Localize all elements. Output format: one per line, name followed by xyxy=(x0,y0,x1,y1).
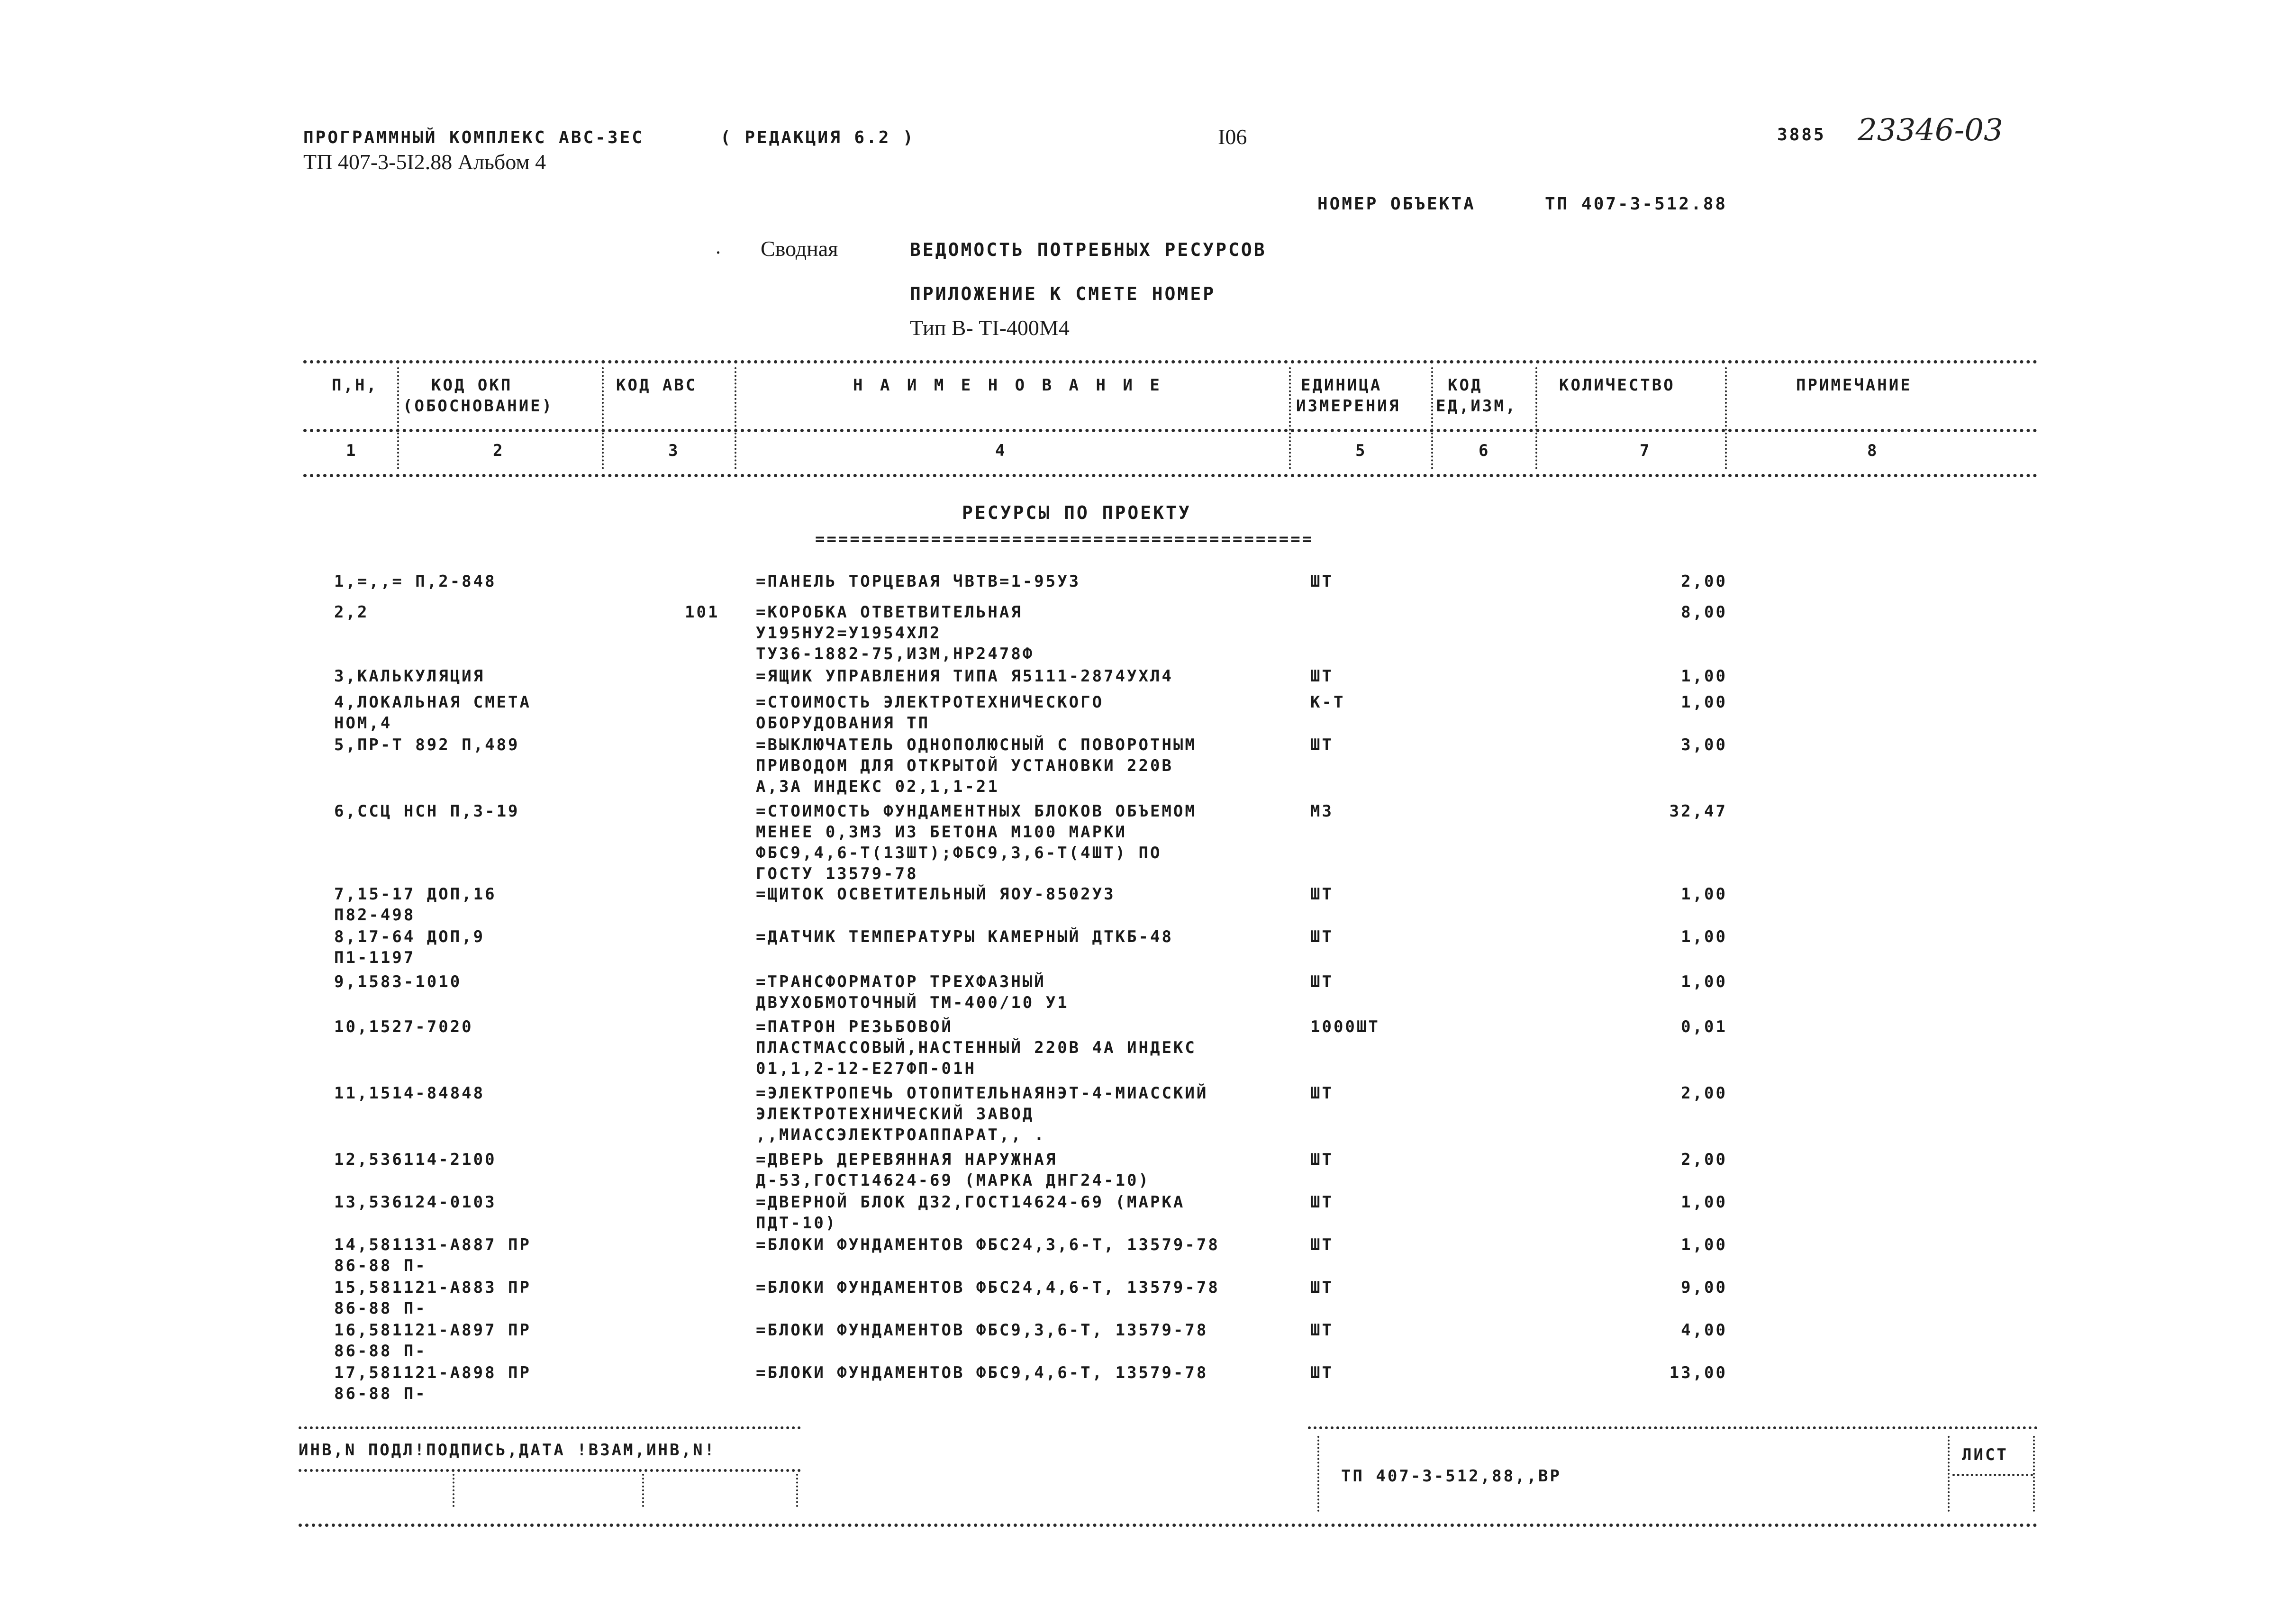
row-reference-line: 11,1514-84848 xyxy=(334,1084,485,1103)
row-reference xyxy=(334,1149,666,1170)
col-divider-4 xyxy=(1289,367,1291,469)
stamp-right-top-rule xyxy=(1308,1426,2038,1429)
row-name-line: ПРИВОДОМ ДЛЯ ОТКРЫТОЙ УСТАНОВКИ 220В xyxy=(756,756,1173,775)
row-reference-line: 9,1583-1010 xyxy=(334,972,462,991)
stamp-document-code: ТП 407-3-512,88,,ВР xyxy=(1341,1467,1561,1486)
stamp-left-top-rule xyxy=(299,1426,801,1429)
row-name xyxy=(756,971,1296,1013)
row-reference-line: 86-88 П- xyxy=(334,1299,427,1318)
object-number-label: НОМЕР ОБЪЕКТА xyxy=(1317,194,1476,214)
section-underline: =========================================== xyxy=(815,530,1314,549)
row-reference-line: НОМ,4 xyxy=(334,714,392,733)
title-dot: . xyxy=(716,235,721,258)
row-reference xyxy=(334,666,666,687)
stamp-right-divider-edge xyxy=(2033,1436,2035,1512)
row-name xyxy=(756,1362,1296,1383)
col-number-8: 8 xyxy=(1867,441,1879,460)
table-top-rule xyxy=(303,360,2038,363)
stamp-left-divider-3 xyxy=(796,1474,798,1507)
row-unit: ШТ xyxy=(1310,735,1334,754)
row-reference xyxy=(334,571,666,592)
row-reference-line: 4,ЛОКАЛЬНАЯ СМЕТА xyxy=(334,693,531,712)
stamp-left-divider-2 xyxy=(642,1474,644,1507)
row-name-line: ГОСТУ 13579-78 xyxy=(756,864,918,883)
row-name-line: ДВУХОБМОТОЧНЫЙ ТМ-400/10 У1 xyxy=(756,993,1069,1012)
row-reference-line: 7,15-17 ДОП,16 xyxy=(334,885,497,904)
row-reference-line: 6,ССЦ НСН П,3-19 xyxy=(334,802,520,821)
row-unit: ШТ xyxy=(1310,1363,1334,1382)
col-header-pn: П,Н, xyxy=(332,376,378,395)
col-number-3: 3 xyxy=(668,441,680,460)
col-header-note: ПРИМЕЧАНИЕ xyxy=(1796,376,1912,395)
edition-label: ( РЕДАКЦИЯ 6.2 ) xyxy=(720,128,915,147)
row-reference-line: 13,536124-0103 xyxy=(334,1193,497,1212)
row-name-line: =ЯЩИК УПРАВЛЕНИЯ ТИПА Я5111-2874УХЛ4 xyxy=(756,667,1173,686)
row-reference-line: 12,536114-2100 xyxy=(334,1150,497,1169)
row-name xyxy=(756,666,1296,687)
row-name xyxy=(756,1277,1296,1298)
row-reference-line: 16,581121-А897 ПР xyxy=(334,1321,531,1340)
row-quantity: 1,00 xyxy=(1681,1235,1727,1254)
album-reference: ТП 407-3-5I2.88 Альбом 4 xyxy=(303,150,546,174)
col-number-1: 1 xyxy=(346,441,358,460)
col-divider-7 xyxy=(1725,367,1727,469)
row-quantity: 32,47 xyxy=(1669,802,1727,821)
col-number-6: 6 xyxy=(1479,441,1490,460)
table-header-rule xyxy=(303,429,2038,432)
row-name xyxy=(756,926,1296,947)
row-name-line: =БЛОКИ ФУНДАМЕНТОВ ФБС9,3,6-Т, 13579-78 xyxy=(756,1321,1208,1340)
row-quantity: 1,00 xyxy=(1681,927,1727,946)
row-unit: ШТ xyxy=(1310,1278,1334,1297)
row-name-line: ,,МИАССЭЛЕКТРОАППАРАТ,, . xyxy=(756,1125,1046,1144)
row-reference-line: 15,581121-А883 ПР xyxy=(334,1278,531,1297)
row-name xyxy=(756,1083,1296,1145)
col-divider-1 xyxy=(397,367,399,469)
row-reference-line: 14,581131-А887 ПР xyxy=(334,1235,531,1254)
row-name-line: МЕНЕЕ 0,3МЗ ИЗ БЕТОНА М100 МАРКИ xyxy=(756,823,1127,842)
row-name xyxy=(756,602,1296,664)
col-number-2: 2 xyxy=(493,441,505,460)
table-numbers-rule xyxy=(303,474,2038,477)
col-header-okp-2: (ОБОСНОВАНИЕ) xyxy=(403,397,554,416)
col-number-4: 4 xyxy=(995,441,1007,460)
row-name-line: =БЛОКИ ФУНДАМЕНТОВ ФБС24,3,6-Т, 13579-78 xyxy=(756,1235,1220,1254)
row-unit: ШТ xyxy=(1310,885,1334,904)
page-bottom-rule xyxy=(299,1524,2038,1527)
row-name-line: А,3А ИНДЕКС 02,1,1-21 xyxy=(756,777,999,796)
row-reference xyxy=(334,1277,666,1319)
document-code: 3885 xyxy=(1777,125,1826,145)
row-name-line: =СТОИМОСТЬ ФУНДАМЕНТНЫХ БЛОКОВ ОБЪЕМОМ xyxy=(756,802,1197,821)
col-header-okp-1: КОД ОКП xyxy=(431,376,513,395)
page-number: I06 xyxy=(1218,125,1247,149)
row-reference-line: 5,ПР-Т 892 П,489 xyxy=(334,735,520,754)
stamp-right-divider-sheet xyxy=(1948,1436,1950,1512)
row-reference xyxy=(334,1192,666,1213)
stamp-left-divider-1 xyxy=(453,1474,454,1507)
row-quantity: 1,00 xyxy=(1681,972,1727,991)
row-quantity: 2,00 xyxy=(1681,1084,1727,1103)
row-reference-line: 8,17-64 ДОП,9 xyxy=(334,927,485,946)
row-unit: К-Т xyxy=(1310,693,1345,712)
col-header-unitcode-1: КОД xyxy=(1448,376,1483,395)
row-reference xyxy=(334,1234,666,1276)
row-name-line: ОБОРУДОВАНИЯ ТП xyxy=(756,714,930,733)
col-number-5: 5 xyxy=(1355,441,1367,460)
row-name-line: =ВЫКЛЮЧАТЕЛЬ ОДНОПОЛЮСНЫЙ С ПОВОРОТНЫМ xyxy=(756,735,1197,754)
row-name-line: =ТРАНСФОРМАТОР ТРЕХФАЗНЫЙ xyxy=(756,972,1046,991)
row-name xyxy=(756,1192,1296,1234)
row-reference xyxy=(334,801,666,822)
row-unit: ШТ xyxy=(1310,667,1334,686)
sheet-label: ЛИСТ xyxy=(1962,1445,2008,1464)
row-reference xyxy=(334,926,666,968)
row-quantity: 3,00 xyxy=(1681,735,1727,754)
row-unit: ШТ xyxy=(1310,1084,1334,1103)
row-name xyxy=(756,571,1296,592)
row-quantity: 4,00 xyxy=(1681,1321,1727,1340)
title-word-svodnaya: Сводная xyxy=(761,236,838,261)
row-unit: ШТ xyxy=(1310,1235,1334,1254)
row-quantity: 1,00 xyxy=(1681,693,1727,712)
row-name xyxy=(756,1016,1296,1079)
col-divider-3 xyxy=(735,367,736,469)
row-name-line: =ДАТЧИК ТЕМПЕРАТУРЫ КАМЕРНЫЙ ДТКБ-48 xyxy=(756,927,1173,946)
col-divider-2 xyxy=(602,367,604,469)
row-quantity: 2,00 xyxy=(1681,1150,1727,1169)
row-name xyxy=(756,735,1296,797)
col-number-7: 7 xyxy=(1640,441,1652,460)
col-header-abc: КОД АВС xyxy=(616,376,698,395)
row-reference-line: 1,=,,= П,2-848 xyxy=(334,572,497,591)
row-name-line: =ПАТРОН РЕЗЬБОВОЙ xyxy=(756,1017,953,1036)
row-name-line: =СТОИМОСТЬ ЭЛЕКТРОТЕХНИЧЕСКОГО xyxy=(756,693,1104,712)
row-unit: МЗ xyxy=(1310,802,1334,821)
handwritten-number: 23346-03 xyxy=(1858,113,2003,148)
row-name-line: Д-53,ГОСТ14624-69 (МАРКА ДНГ24-10) xyxy=(756,1171,1150,1190)
row-reference-line: П82-498 xyxy=(334,906,416,925)
row-name xyxy=(756,801,1296,884)
sheet-label-rule xyxy=(1952,1474,2033,1476)
type-line: Тип В- ТI-400М4 xyxy=(910,316,1070,340)
row-reference-line: 86-88 П- xyxy=(334,1342,427,1361)
row-reference-line: 86-88 П- xyxy=(334,1384,427,1403)
row-name-line: =КОРОБКА ОТВЕТВИТЕЛЬНАЯ xyxy=(756,603,1023,622)
row-quantity: 1,00 xyxy=(1681,667,1727,686)
row-reference xyxy=(334,1016,666,1037)
row-name-line: ЭЛЕКТРОТЕХНИЧЕСКИЙ ЗАВОД xyxy=(756,1105,1035,1124)
row-unit: ШТ xyxy=(1310,1150,1334,1169)
row-unit: ШТ xyxy=(1310,972,1334,991)
stamp-right-divider-left xyxy=(1317,1436,1319,1512)
row-reference-line: 3,КАЛЬКУЛЯЦИЯ xyxy=(334,667,485,686)
row-name-line: =ПАНЕЛЬ ТОРЦЕВАЯ ЧВТВ=1-95УЗ xyxy=(756,572,1081,591)
row-reference xyxy=(334,1362,666,1404)
row-name-line: =ДВЕРНОЙ БЛОК Д32,ГОСТ14624-69 (МАРКА xyxy=(756,1193,1185,1212)
row-name xyxy=(756,1149,1296,1191)
row-reference xyxy=(334,735,666,755)
col-header-unit-1: ЕДИНИЦА xyxy=(1301,376,1382,395)
row-name-line: ПЛАСТМАССОВЫЙ,НАСТЕННЫЙ 220В 4А ИНДЕКС xyxy=(756,1038,1197,1057)
row-name-line: 01,1,2-12-Е27ФП-01Н xyxy=(756,1059,976,1078)
title-line-1: ВЕДОМОСТЬ ПОТРЕБНЫХ РЕСУРСОВ xyxy=(910,239,1267,260)
row-name xyxy=(756,692,1296,734)
row-quantity: 0,01 xyxy=(1681,1017,1727,1036)
row-name-line: ТУ36-1882-75,ИЗМ,НР2478Ф xyxy=(756,644,1035,663)
row-name-line: =ДВЕРЬ ДЕРЕВЯННАЯ НАРУЖНАЯ xyxy=(756,1150,1058,1169)
row-name xyxy=(756,1320,1296,1341)
row-name-line: =БЛОКИ ФУНДАМЕНТОВ ФБС9,4,6-Т, 13579-78 xyxy=(756,1363,1208,1382)
row-quantity: 9,00 xyxy=(1681,1278,1727,1297)
row-abc-code: 101 xyxy=(685,603,720,622)
row-name-line: =ЭЛЕКТРОПЕЧЬ ОТОПИТЕЛЬНАЯНЭТ-4-МИАССКИЙ xyxy=(756,1084,1208,1103)
col-header-unitcode-2: ЕД,ИЗМ, xyxy=(1436,397,1517,416)
program-name: ПРОГРАММНЫЙ КОМПЛЕКС АВС-ЗЕС xyxy=(303,128,644,147)
stamp-left-labels: ИНВ,N ПОДЛ!ПОДПИСЬ,ДАТА !ВЗАМ,ИНВ,N! xyxy=(299,1441,716,1460)
object-number-value: ТП 407-3-512.88 xyxy=(1545,194,1728,214)
row-unit: 1000ШТ xyxy=(1310,1017,1380,1036)
row-unit: ШТ xyxy=(1310,572,1334,591)
row-quantity: 8,00 xyxy=(1681,603,1727,622)
row-reference-line: П1-1197 xyxy=(334,948,416,967)
row-name-line: ПДТ-10) xyxy=(756,1214,837,1233)
row-name-line: У195НУ2=У1954ХЛ2 xyxy=(756,624,942,643)
col-divider-5 xyxy=(1431,367,1433,469)
row-name xyxy=(756,884,1296,905)
row-reference-line: 10,1527-7020 xyxy=(334,1017,473,1036)
row-reference-line: 2,2 xyxy=(334,603,369,622)
title-line-2: ПРИЛОЖЕНИЕ К СМЕТЕ НОМЕР xyxy=(910,283,1216,304)
row-reference xyxy=(334,692,666,734)
row-unit: ШТ xyxy=(1310,1193,1334,1212)
col-header-unit-2: ИЗМЕРЕНИЯ xyxy=(1296,397,1401,416)
row-quantity: 13,00 xyxy=(1669,1363,1727,1382)
row-reference xyxy=(334,971,666,992)
row-quantity: 1,00 xyxy=(1681,1193,1727,1212)
row-quantity: 1,00 xyxy=(1681,885,1727,904)
col-divider-6 xyxy=(1535,367,1537,469)
section-title: РЕСУРСЫ ПО ПРОЕКТУ xyxy=(962,502,1191,523)
row-reference-line: 17,581121-А898 ПР xyxy=(334,1363,531,1382)
row-quantity: 2,00 xyxy=(1681,572,1727,591)
row-reference-line: 86-88 П- xyxy=(334,1256,427,1275)
col-header-name: Н А И М Е Н О В А Н И Е xyxy=(853,376,1163,395)
row-name xyxy=(756,1234,1296,1255)
row-name-line: ФБС9,4,6-Т(13ШТ);ФБС9,3,6-Т(4ШТ) ПО xyxy=(756,844,1162,862)
row-reference xyxy=(334,602,666,623)
row-reference xyxy=(334,1083,666,1104)
row-name-line: =БЛОКИ ФУНДАМЕНТОВ ФБС24,4,6-Т, 13579-78 xyxy=(756,1278,1220,1297)
row-reference xyxy=(334,884,666,926)
row-unit: ШТ xyxy=(1310,927,1334,946)
row-reference xyxy=(334,1320,666,1361)
stamp-left-mid-rule xyxy=(299,1469,801,1472)
col-header-quantity: КОЛИЧЕСТВО xyxy=(1559,376,1675,395)
row-unit: ШТ xyxy=(1310,1321,1334,1340)
row-name-line: =ЩИТОК ОСВЕТИТЕЛЬНЫЙ ЯОУ-8502УЗ xyxy=(756,885,1116,904)
